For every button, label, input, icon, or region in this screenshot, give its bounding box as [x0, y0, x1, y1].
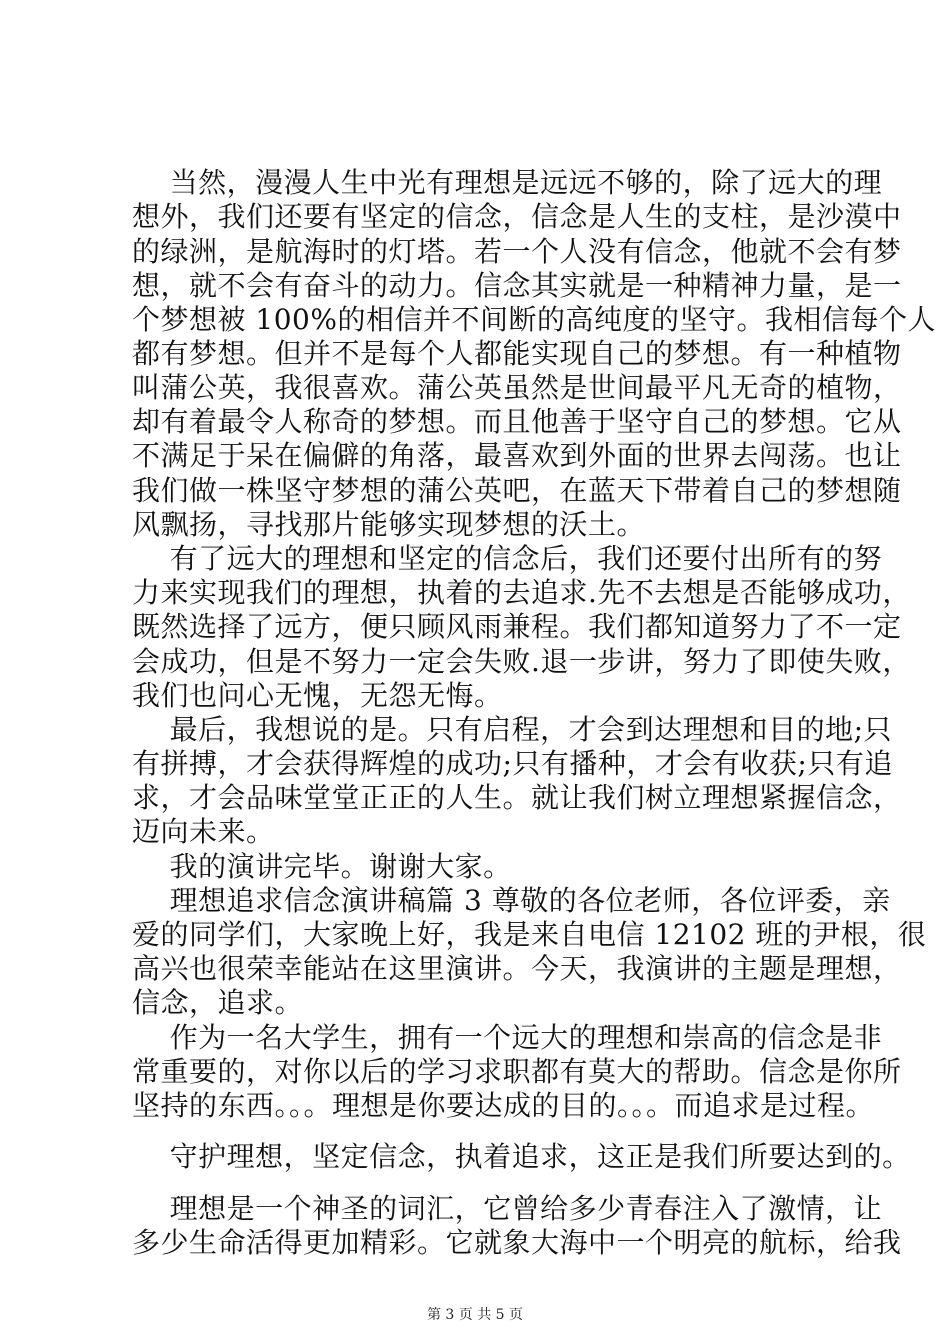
text-line: 常重要的，对你以后的学习求职都有莫大的帮助。信念是你所 [132, 1055, 902, 1088]
text-line: 个梦想被 100%的相信并不间断的高纯度的坚守。我相信每个人 [132, 303, 936, 336]
text-line: 会成功，但是不努力一定会失败.退一步讲，努力了即使失败， [132, 645, 911, 678]
text-line: 都有梦想。但并不是每个人都能实现自己的梦想。有一种植物 [132, 337, 902, 370]
text-line: 我的演讲完毕。谢谢大家。 [132, 850, 512, 883]
text-line: 坚持的东西。。。理想是你要达成的目的。。。而追求是过程。 [132, 1089, 875, 1122]
text-line: 信念，追求。 [132, 986, 304, 1019]
text-line: 迈向未来。 [132, 815, 275, 848]
text-line: 高兴也很荣幸能站在这里演讲。今天，我演讲的主题是理想， [132, 952, 902, 985]
text-line: 却有着最令人称奇的梦想。而且他善于坚守自己的梦想。它从 [132, 405, 902, 438]
text-line: 当然，漫漫人生中光有理想是远远不够的，除了远大的理 [132, 166, 883, 199]
text-line: 理想是一个神圣的词汇，它曾给多少青春注入了激情，让 [132, 1192, 883, 1225]
text-line: 爱的同学们，大家晚上好，我是来自电信 12102 班的尹根，很 [132, 918, 927, 951]
text-line: 我们也问心无愧，无怨无悔。 [132, 679, 503, 712]
text-line: 想，就不会有奋斗的动力。信念其实就是一种精神力量，是一 [132, 269, 902, 302]
text-line: 有了远大的理想和坚定的信念后，我们还要付出所有的努 [132, 542, 883, 575]
text-line: 多少生命活得更加精彩。它就象大海中一个明亮的航标，给我 [132, 1226, 902, 1259]
text-line: 求，才会品味堂堂正正的人生。就让我们树立理想紧握信念， [132, 781, 902, 814]
text-line: 有拼搏，才会获得辉煌的成功;只有播种，才会有收获;只有追 [132, 747, 893, 780]
text-line: 理想追求信念演讲稿篇 3 尊敬的各位老师，各位评委，亲 [132, 884, 891, 917]
text-line: 风飘扬，寻找那片能够实现梦想的沃土。 [132, 508, 646, 541]
text-line: 我们做一株坚守梦想的蒲公英吧，在蓝天下带着自己的梦想随 [132, 474, 902, 507]
text-line: 作为一名大学生，拥有一个远大的理想和崇高的信念是非 [132, 1021, 883, 1054]
text-line: 既然选择了远方，便只顾风雨兼程。我们都知道努力了不一定 [132, 610, 902, 643]
text-line: 想外，我们还要有坚定的信念，信念是人生的支柱，是沙漠中 [132, 200, 902, 233]
text-line: 力来实现我们的理想，执着的去追求.先不去想是否能够成功， [132, 576, 911, 609]
text-line: 最后，我想说的是。只有启程，才会到达理想和目的地;只 [132, 713, 893, 746]
text-line: 不满足于呆在偏僻的角落，最喜欢到外面的世界去闯荡。也让 [132, 439, 902, 472]
text-line: 叫蒲公英，我很喜欢。蒲公英虽然是世间最平凡无奇的植物， [132, 371, 902, 404]
text-line: 守护理想，坚定信念，执着追求，这正是我们所要达到的。 [132, 1140, 911, 1173]
page-footer: 第 3 页 共 5 页 [426, 1307, 524, 1323]
text-line: 的绿洲，是航海时的灯塔。若一个人没有信念，他就不会有梦 [132, 235, 902, 268]
